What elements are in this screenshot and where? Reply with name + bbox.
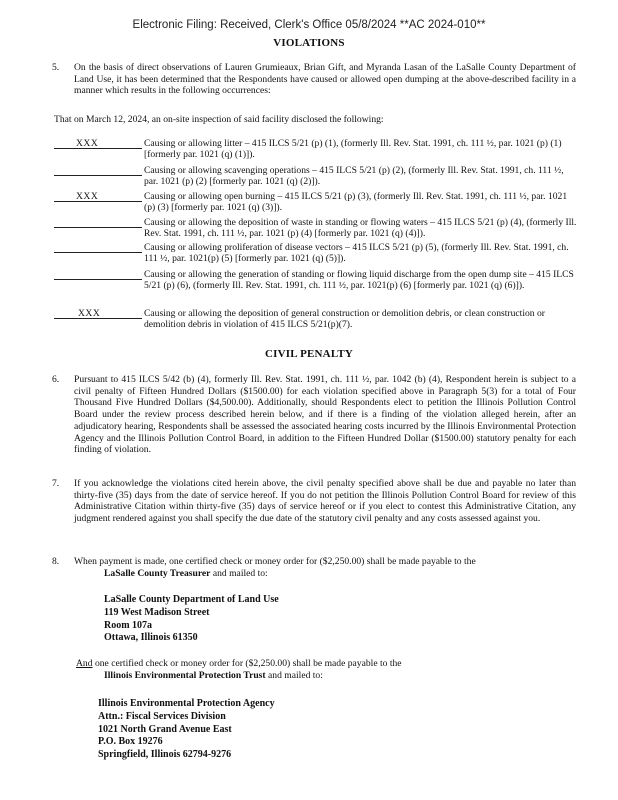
payment-instruction-2: one certified check or money order for ($2,250.00) shall be made payable to the xyxy=(94,658,402,669)
blank-line xyxy=(54,227,142,228)
civil-penalty-heading: CIVIL PENALTY xyxy=(264,348,354,360)
payee-name: Illinois Environmental Protection Trust xyxy=(104,670,266,681)
violation-mark: XXX xyxy=(76,138,99,149)
payee-line-1 xyxy=(104,568,268,580)
blank-line xyxy=(54,252,142,253)
mailed-to-text: and mailed to: xyxy=(268,670,323,681)
violation-text: Causing or allowing litter – 415 ILCS 5/21 (p) (1), (formerly Ill. Rev. Stat. 1991, ch. 111 ½, par. 1021 (p) (1) [formerly par. 1021 (q) (1)]). xyxy=(144,138,562,161)
and-word: And xyxy=(76,658,93,669)
filing-stamp: Electronic Filing: Received, Clerk's Office 05/8/2024 **AC 2024-010** xyxy=(132,19,486,31)
violations-heading: VIOLATIONS xyxy=(273,37,345,49)
address-line: 119 West Madison Street xyxy=(104,606,210,618)
payee-line-2 xyxy=(104,670,323,682)
address-line: 1021 North Grand Avenue East xyxy=(98,723,232,735)
paragraph-text: On the basis of direct observations of Lauren Grumieaux, Brian Gift, and Myranda Lasan of the LaSalle County Department of Land Use, it has been determined that the Respondents have caused or allowed open dumping at the above-described facility in a manner which results in the following occurrences: xyxy=(74,62,576,97)
address-line: LaSalle County Department of Land Use xyxy=(104,594,279,605)
address-line: Attn.: Fiscal Services Division xyxy=(98,710,226,722)
violation-text: Causing or allowing open burning – 415 ILCS 5/21 (p) (3), (formerly Ill. Rev. Stat. 1991, ch. 111 ½, par. 1021 (p) (3) [formerly par. 1021 (q) (3)]). xyxy=(144,191,568,214)
paragraph-text: Pursuant to 415 ILCS 5/42 (b) (4), formerly Ill. Rev. Stat. 1991, ch. 111 ½, par. 1042 (b) (4), Respondent herein is subject to a civil penalty of Fifteen Hundred Dollars ($1500.00) for each violation specified above in Paragraph 5(3) for a total of Four Thousand Five Hundred Dollars ($4,500.00). Additionally, should Respondents elect to petition the Illinois Pollution Control Board under the review process described herein below, and if there is a finding of the violation alleged herein, after an adjudicatory hearing, Respondents shall be assessed the associated hearing costs incurred by the Illinois Environmental Protection Agency and the Illinois Pollution Control Board, in addition to the Fifteen Hundred Dollar ($1500.00) statutory penalty for each finding of violation. xyxy=(74,374,576,456)
paragraph-8-line1 xyxy=(52,556,576,568)
paragraph-number: 7. xyxy=(52,478,60,489)
violation-mark: XXX xyxy=(76,191,99,202)
blank-line xyxy=(54,279,142,280)
paragraph-number: 6. xyxy=(52,374,60,385)
paragraph-5 xyxy=(52,62,576,97)
paragraph-6 xyxy=(52,374,576,456)
address-line: Room 107a xyxy=(104,619,153,631)
payee-name: LaSalle County Treasurer xyxy=(104,568,211,579)
address-line: P.O. Box 19276 xyxy=(98,736,163,748)
paragraph-8-line2 xyxy=(76,658,576,670)
violation-text: Causing or allowing the deposition of waste in standing or flowing waters – 415 ILCS 5/21 (p) (4), (formerly Ill. Rev. Stat. 1991, ch. 111 ½, par. 1021 (p) (4) [formerly par. 1021 (q) (4)]). xyxy=(144,217,577,240)
inspection-intro: That on March 12, 2024, an on-site inspection of said facility disclosed the following: xyxy=(54,114,384,125)
mailed-to-text: and mailed to: xyxy=(212,568,268,579)
paragraph-number: 8. xyxy=(52,556,60,567)
paragraph-number: 5. xyxy=(52,62,60,73)
address-block-lasalle xyxy=(104,594,279,645)
paragraph-7 xyxy=(52,478,576,525)
address-line: Illinois Environmental Protection Agency xyxy=(98,698,275,709)
address-block-iepa xyxy=(98,698,275,762)
violation-text: Causing or allowing the deposition of general construction or demolition debris, or clean construction or demolition debris in violation of 415 ILCS 5/21(p)(7). xyxy=(144,308,545,331)
violation-text: Causing or allowing proliferation of disease vectors – 415 ILCS 5/21 (p) (5), (formerly Ill. Rev. Stat. 1991, ch. 111 ½, par. 1021(p) (5) [formerly par. 1021 (q) (5)]). xyxy=(144,242,569,265)
address-line: Ottawa, Illinois 61350 xyxy=(104,632,198,644)
address-line: Springfield, Illinois 62794-9276 xyxy=(98,749,232,761)
blank-line xyxy=(54,175,142,176)
violation-mark: XXX xyxy=(78,308,101,319)
paragraph-text: If you acknowledge the violations cited herein above, the civil penalty specified above shall be due and payable no later than thirty-five (35) days from the date of service hereof. If you do not petition the Illinois Pollution Control Board for review of this Administrative Citation within thirty-five (35) days of service hereof or if you elect to contest this Administrative Citation, any judgment rendered against you shall specify the due date of the statutory civil penalty and any costs assessed against you. xyxy=(74,478,576,525)
violation-text: Causing or allowing scavenging operations – 415 ILCS 5/21 (p) (2), (formerly Ill. Rev. Stat. 1991, ch. 111 ½, par. 1021 (p) (2) [formerly par. 1021 (q) (2)]). xyxy=(144,165,564,188)
violation-text: Causing or allowing the generation of standing or flowing liquid discharge from the open dump site – 415 ILCS 5/21 (p) (6), (formerly Ill. Rev. Stat. 1991, ch. 111 ½, par. 1021(p) (6) [formerly par. 1021 (q) (6)]). xyxy=(144,269,574,292)
payment-instruction: When payment is made, one certified check or money order for ($2,250.00) shall be made payable to the xyxy=(74,556,476,567)
